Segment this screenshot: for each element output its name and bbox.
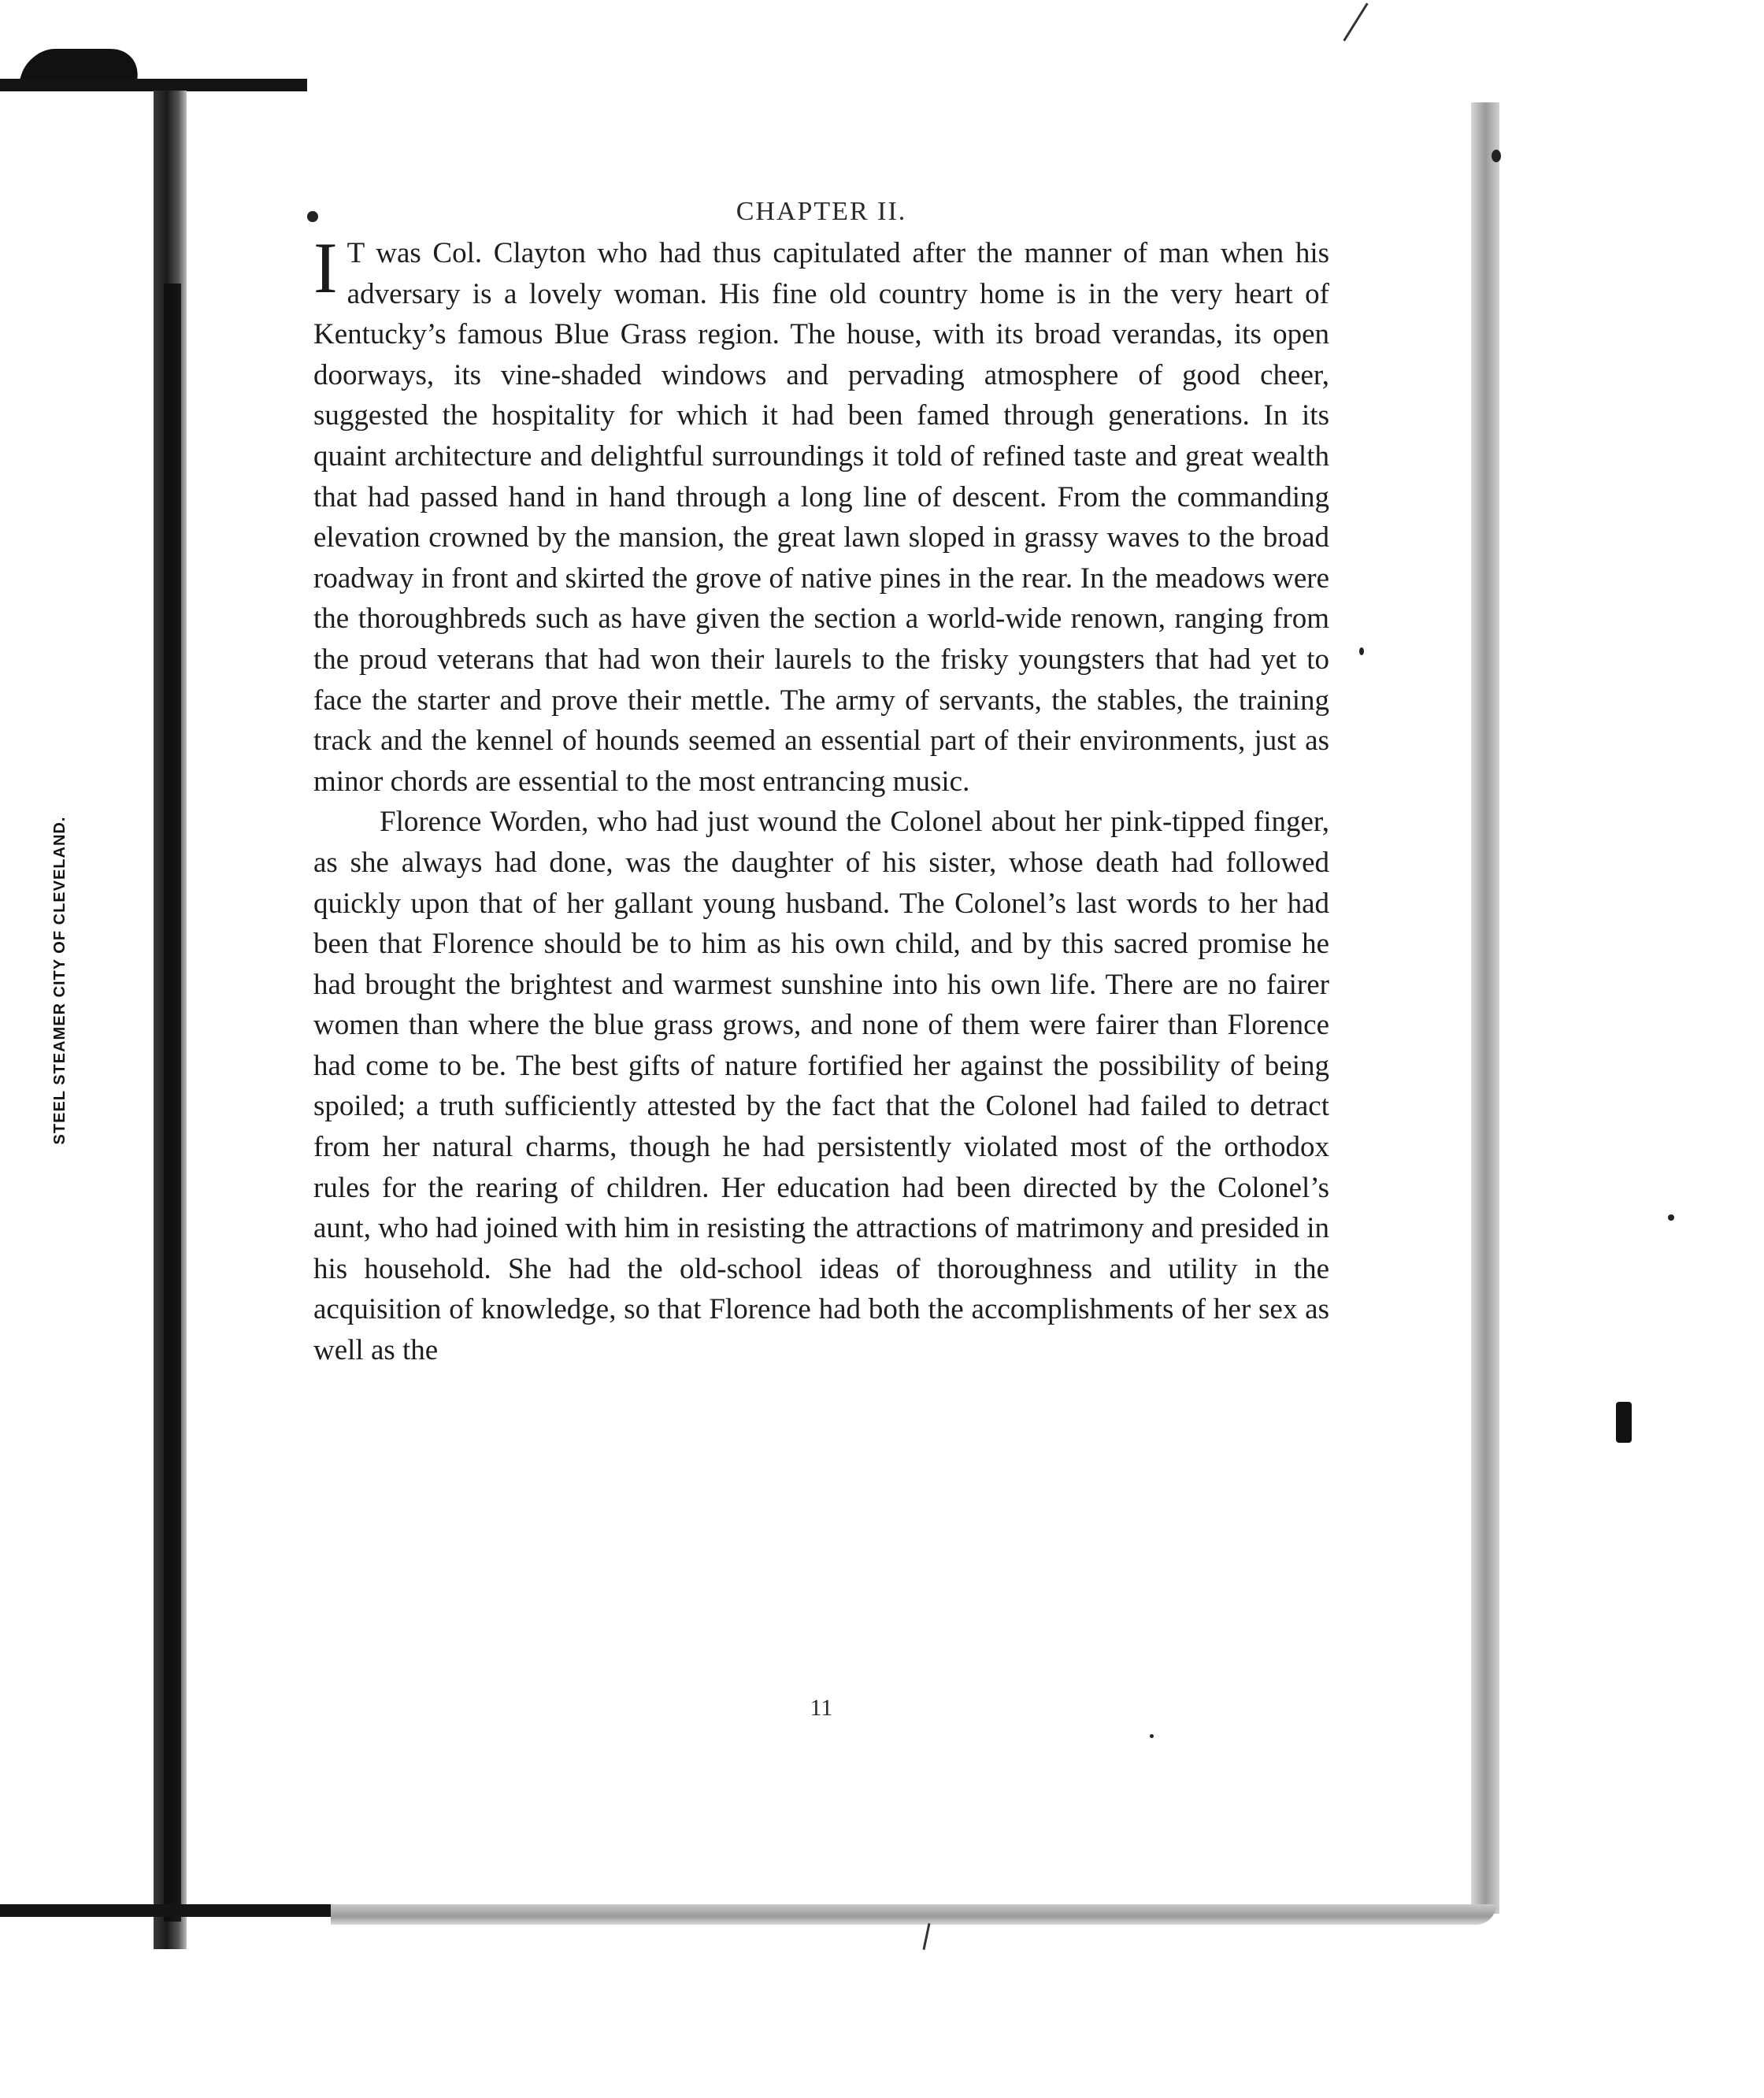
ink-speck [1668,1214,1674,1221]
ink-smudge [1616,1402,1632,1443]
book-page [313,189,1329,1764]
drop-cap: I [313,228,338,308]
page-number: 11 [810,1695,833,1721]
ink-speck [1150,1734,1154,1738]
page-right-edge [1471,102,1499,1914]
ink-speck [307,211,318,222]
binding-bottom-edge [0,1904,346,1917]
paragraph-2: Florence Worden, who had just wound the Colonel about her pink-tipped finger, as she always had done, was the daughter of his sister, whose death had followed quickly upon that of her gallant young husband. The Colonel’s last words to her had been that Florence should be to him as his own child, and by this sacred promise he had brought the brightest and warmest sunshine into his own life. There are no fairer women than where the blue grass grows, and none of them were fairer than Florence had come to be. The best gifts of nature fortified her against the possibility of being spoiled; a truth sufficiently attested by the fact that the Colonel had failed to detract from her natural charms, though he had persistently violated most of the orthodox rules for the rearing of children. Her education had been directed by the Colonel’s aunt, who had joined with him in resisting the attractions of matrimony and presided in his household. She had the old-school ideas of thoroughness and utility in the acquisition of knowledge, so that Florence had both the accomplishments of her sex as well as the [313,806,1329,1367]
chapter-title: CHAPTER II. [736,197,907,226]
stray-mark [922,1923,930,1950]
binding-top-edge [0,79,307,91]
page-left-shadow [164,284,181,1922]
ink-speck [1492,150,1501,162]
spine-label: STEEL STEAMER CITY OF CLEVELAND. [51,816,69,1145]
page-bottom-edge [331,1904,1496,1925]
paragraph-1-text: T was Col. Clayton who had thus capitulated after the manner of man when his adversary is a lovely woman. His fine old country home is in the very heart of Kentucky’s famous Blue Grass region. The house, with its broad verandas, its open doorways, its vine-shaded windows and pervading atmosphere of good cheer, suggested the hospitality for which it had been famed through generations. In its quaint architecture and delightful surroundings it told of refined taste and great wealth that had passed hand in hand through a long line of descent. From the commanding elevation crowned by the mansion, the great lawn sloped in grassy waves to the broad roadway in front and skirted the grove of native pines in the rear. In the meadows were the thoroughbreds such as have given the section a world-wide renown, ranging from the proud veterans that had won their laurels to the frisky youngsters that had yet to face the starter and prove their mettle. The army of servants, the stables, the training track and the kennel of hounds seemed an essential part of their environments, just as minor chords are essential to the most entrancing music. [313,237,1329,798]
ink-speck [1359,647,1364,655]
paragraph-1 [313,228,1329,802]
stray-mark [1343,2,1368,41]
